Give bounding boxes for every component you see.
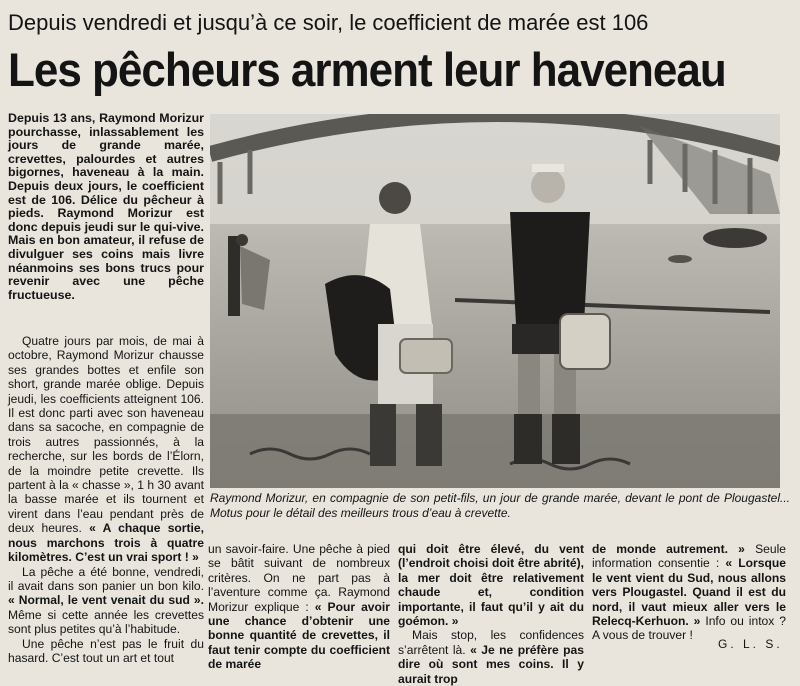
article-column-3 [398,542,584,686]
col1-p2: La pêche a été bonne, vendredi, il avait dans son panier un bon kilo. [8,564,204,593]
kicker-subheadline: Depuis vendredi et jusqu’à ce soir, le coefficient de marée est 106 [8,10,649,35]
author-signature: G. L. S. [718,637,783,651]
col3-quote: qui doit être élevé, du vent (l’endroit choisi doit être abrité), la mer doit être relativement chaude et, condition importante, il faut qu’il y ait du goémon. » [398,542,584,629]
col4-quote: de monde autrement. » [592,542,745,556]
col1-p3: Une pêche n’est pas le fruit du hasard. C’est tout un art et tout [8,636,204,665]
photo-caption: Raymond Morizur, en compagnie de son petit-fils, un jour de grande marée, devant le pont de Plougastel... Motus pour le détail des meilleurs trous d’eau à crevette. [210,491,790,520]
col4-quote2: « Lorsque le vent vient du Sud, nous allons vers Plougastel. Quand il est du nord, il vaut mieux aller vers le Relecq-Kerhuon. » [592,556,786,629]
col1-p2-end: Même si cette année les crevettes sont plus petites qu’à l’habitude. [8,607,204,637]
col1-p1-quote: « A chaque sortie, nous marchons trois à quatre kilomètres. C’est un vrai sport ! » [8,521,204,565]
photo-illustration [210,114,780,488]
article-column-2 [208,542,390,672]
article-photo [210,114,780,488]
col3-quote2: « Je ne préfère pas dire où sont mes coins. Il y aurait trop [398,642,585,686]
col2-quote: « Pour avoir une chance d’obtenir une bonne quantité de crevettes, il faut tenir compte du coefficient de marée [208,599,390,672]
col4-text2: Info ou intox ? A vous de trouver ! [592,614,786,643]
lede-paragraph: Depuis 13 ans, Raymond Morizur pourchasse, inlassablement les jours de grande marée, crevettes, palourdes et autres bigornes, haveneau à la main. Depuis deux jours, le coefficient est de 106. Délice du pêcheur à pieds. Raymond Morizur est donc depuis jeudi sur le qui-vive. Mais en bon amateur, il refuse de divulguer ses coins mais livre néanmoins ses bons trucs pour revenir avec une pêche fructueuse. [8,111,204,302]
col1-p2-quote: « Normal, le vent venait du sud ». [8,593,204,608]
col1-p1: Quatre jours par mois, de mai à octobre, Raymond Morizur chausse ses grandes bottes et enfile son short, grande marée oblige. Depuis jeudi, les coefficients atteignent 106. Il est donc parti avec son haveneau dans sa sacoche, en compagnie de trois autres passionnés, à la recherche, sur les bords de l’Élorn, de la moindre petite crevette. Ils partent à la « chasse », 1 h 30 avant la basse marée et ils tournent et virent dans l’eau pendant près de deux heures. [8,334,204,536]
headline: Les pêcheurs arment leur haveneau [8,44,726,97]
basket [560,314,610,369]
col3-text: Mais stop, les confidences s’arrêtent là. [398,628,584,657]
col4-text: Seule information consentie : [592,542,786,571]
article-column-1 [8,334,204,665]
col2-text: un savoir-faire. Une pêche à pied se bâtit suivant de nombreux critères. On ne part pas à l’aventure comme ça. Raymond Morizur explique : [208,542,390,614]
article-column-4 [592,542,786,643]
